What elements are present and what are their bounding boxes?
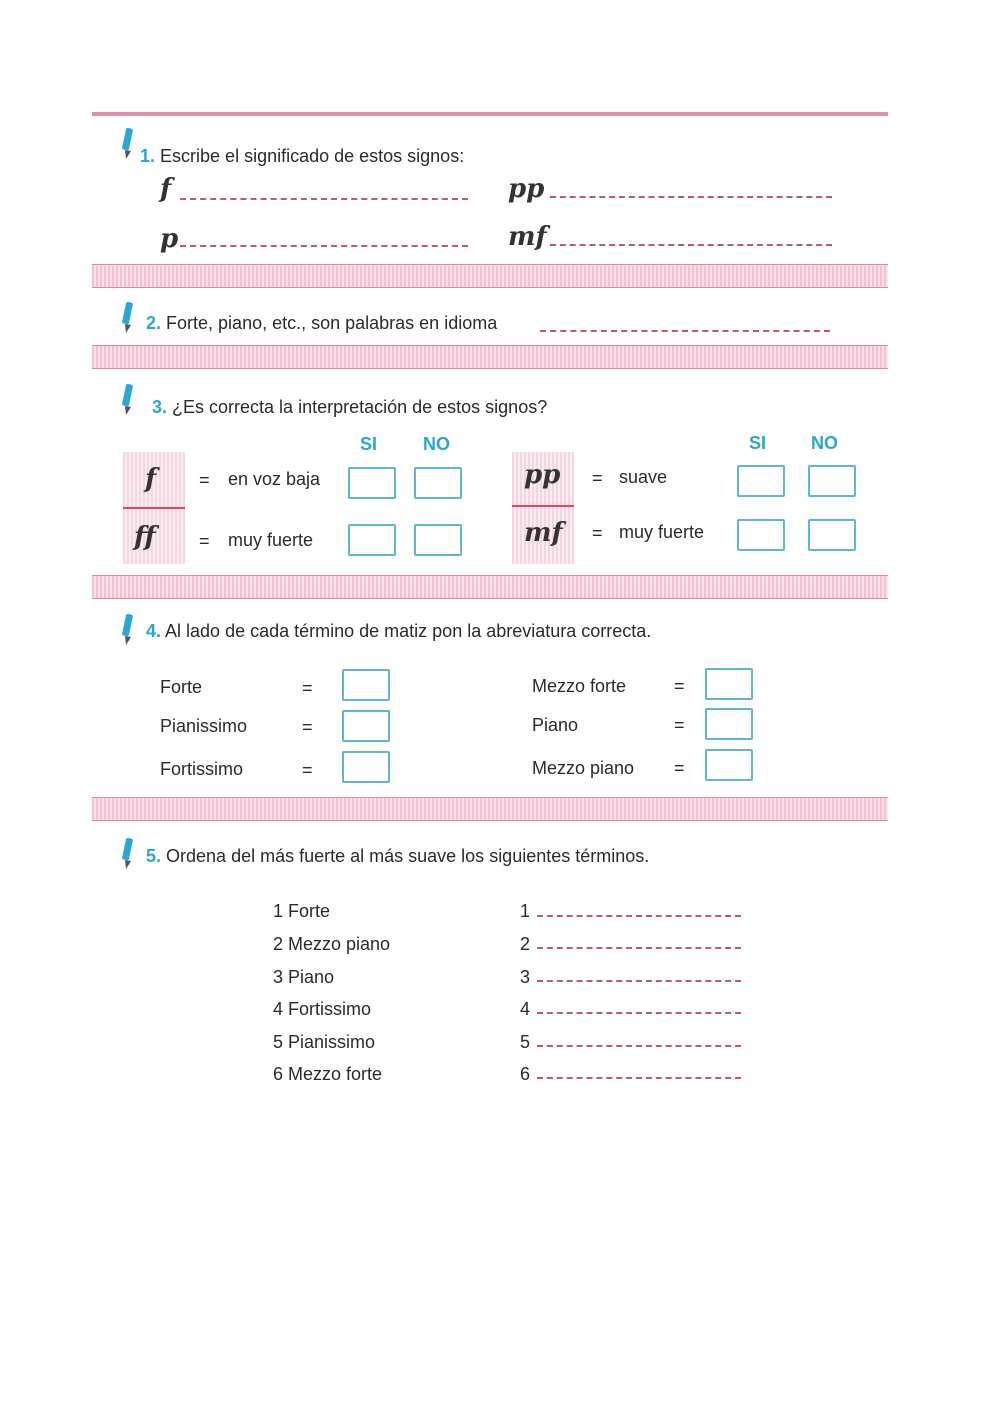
section-divider xyxy=(92,575,888,599)
q5-answer-num-2: 2 xyxy=(520,934,531,954)
q1-answer-line-f[interactable] xyxy=(180,198,468,200)
q3-left-eq-1: = xyxy=(199,470,210,490)
q3-right-meaning-1: suave xyxy=(619,467,668,487)
q4-right-eq-3: = xyxy=(674,758,685,778)
q2-number: 2. xyxy=(146,313,162,333)
q3-right-sign-separator xyxy=(512,505,574,507)
q3-left-no-box-2[interactable] xyxy=(414,524,462,556)
q4-prompt xyxy=(146,621,651,642)
q2-text: Forte, piano, etc., son palabras en idioma xyxy=(166,313,498,333)
q5-answer-line-1[interactable] xyxy=(537,915,741,917)
q4-right-box-3[interactable] xyxy=(705,749,753,781)
q2-answer-line[interactable] xyxy=(540,330,830,332)
q4-number: 4. xyxy=(146,621,162,641)
q3-right-sign-2: mf xyxy=(524,518,563,548)
q5-answer-num-3: 3 xyxy=(520,967,531,987)
q1-answer-line-mf[interactable] xyxy=(550,244,832,246)
q5-answer-num-1: 1 xyxy=(520,901,531,921)
q4-left-eq-3: = xyxy=(302,760,313,780)
q5-answer-line-4[interactable] xyxy=(537,1012,741,1014)
q4-left-box-2[interactable] xyxy=(342,710,390,742)
q5-answer-num-4: 4 xyxy=(520,999,531,1019)
q4-left-term-1: Forte xyxy=(160,677,203,697)
q3-right-no-box-2[interactable] xyxy=(808,519,856,551)
q1-prompt xyxy=(140,146,464,167)
q3-right-eq-2: = xyxy=(592,523,603,543)
q1-sign-mf: mf xyxy=(508,222,547,252)
q2-prompt xyxy=(146,313,497,334)
q1-number: 1. xyxy=(140,146,156,166)
pencil-icon xyxy=(120,836,134,870)
q4-right-eq-1: = xyxy=(674,676,685,696)
q4-right-term-2: Piano xyxy=(532,715,579,735)
q4-text: Al lado de cada término de matiz pon la abreviatura correcta. xyxy=(165,621,652,641)
q3-prompt xyxy=(152,397,547,418)
q4-right-term-3: Mezzo piano xyxy=(532,758,635,778)
q4-left-box-1[interactable] xyxy=(342,669,390,701)
q3-left-si-header: SI xyxy=(360,434,378,454)
q3-left-si-box-2[interactable] xyxy=(348,524,396,556)
q5-term-5: 5 Pianissimo xyxy=(273,1032,376,1052)
q5-prompt xyxy=(146,846,649,867)
q3-left-sign-2: ff xyxy=(134,522,156,552)
q4-right-eq-2: = xyxy=(674,715,685,735)
q5-answer-line-5[interactable] xyxy=(537,1045,741,1047)
q3-left-si-box-1[interactable] xyxy=(348,467,396,499)
q5-term-4: 4 Fortissimo xyxy=(273,999,372,1019)
q3-number: 3. xyxy=(152,397,168,417)
q5-term-1: 1 Forte xyxy=(273,901,331,921)
section-divider xyxy=(92,345,888,369)
q4-left-box-3[interactable] xyxy=(342,751,390,783)
pencil-icon xyxy=(120,612,134,646)
q5-answer-num-6: 6 xyxy=(520,1064,531,1084)
q3-left-sign-separator xyxy=(123,507,185,509)
q1-sign-p: p xyxy=(160,224,179,254)
q3-right-no-box-1[interactable] xyxy=(808,465,856,497)
top-rule xyxy=(92,112,888,116)
q3-right-eq-1: = xyxy=(592,468,603,488)
q1-text: Escribe el significado de estos signos: xyxy=(160,146,465,166)
q3-right-no-header: NO xyxy=(811,433,838,453)
q3-left-meaning-2: muy fuerte xyxy=(228,530,314,550)
q3-text: ¿Es correcta la interpretación de estos signos? xyxy=(172,397,548,417)
q3-left-no-box-1[interactable] xyxy=(414,467,462,499)
q3-left-eq-2: = xyxy=(199,531,210,551)
q5-answer-line-3[interactable] xyxy=(537,980,741,982)
q5-text: Ordena del más fuerte al más suave los siguientes términos. xyxy=(166,846,650,866)
q5-term-6: 6 Mezzo forte xyxy=(273,1064,383,1084)
pencil-icon xyxy=(120,126,134,160)
q3-left-sign-1: f xyxy=(145,464,157,494)
q3-right-meaning-2: muy fuerte xyxy=(619,522,705,542)
q3-right-si-box-2[interactable] xyxy=(737,519,785,551)
q1-sign-f: f xyxy=(160,174,172,204)
q5-answer-line-6[interactable] xyxy=(537,1077,741,1079)
q1-answer-line-pp[interactable] xyxy=(550,196,832,198)
q4-right-box-1[interactable] xyxy=(705,668,753,700)
pencil-icon xyxy=(120,382,134,416)
pencil-icon xyxy=(120,300,134,334)
q1-sign-pp: pp xyxy=(508,174,545,204)
q5-number: 5. xyxy=(146,846,162,866)
q5-term-2: 2 Mezzo piano xyxy=(273,934,391,954)
q5-answer-num-5: 5 xyxy=(520,1032,531,1052)
q4-left-eq-2: = xyxy=(302,717,313,737)
q3-right-si-header: SI xyxy=(749,433,767,453)
q3-right-sign-1: pp xyxy=(524,460,561,490)
q1-answer-line-p[interactable] xyxy=(180,245,468,247)
q3-right-si-box-1[interactable] xyxy=(737,465,785,497)
q4-right-box-2[interactable] xyxy=(705,708,753,740)
q3-left-meaning-1: en voz baja xyxy=(228,469,321,489)
q5-answer-line-2[interactable] xyxy=(537,947,741,949)
section-divider xyxy=(92,264,888,288)
q3-left-no-header: NO xyxy=(423,434,450,454)
q5-term-3: 3 Piano xyxy=(273,967,335,987)
section-divider xyxy=(92,797,888,821)
q4-left-term-2: Pianissimo xyxy=(160,716,248,736)
q4-left-term-3: Fortissimo xyxy=(160,759,244,779)
q4-right-term-1: Mezzo forte xyxy=(532,676,627,696)
q4-left-eq-1: = xyxy=(302,678,313,698)
